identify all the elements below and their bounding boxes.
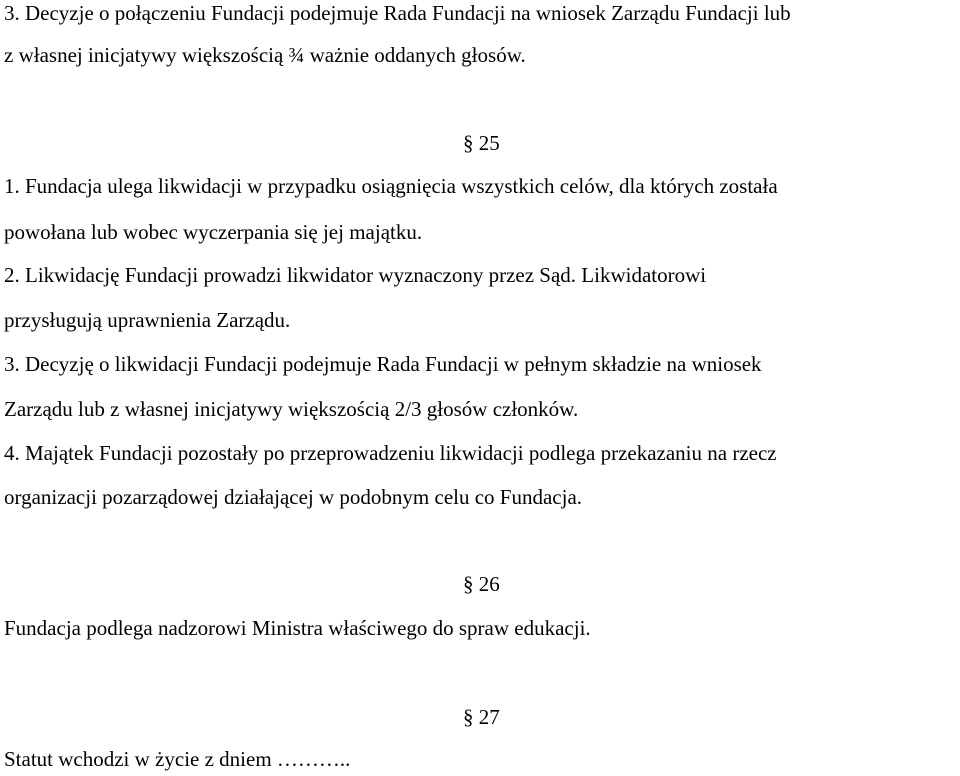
- section-27-heading: § 27: [463, 705, 500, 729]
- s25-p2-line1: 2. Likwidację Fundacji prowadzi likwidator wyznaczony przez Sąd. Likwidatorowi: [4, 263, 707, 287]
- s25-p1-line2: powołana lub wobec wyczerpania się jej majątku.: [4, 220, 423, 244]
- section-26-heading: § 26: [463, 572, 500, 596]
- s25-p2-line2: przysługują uprawnienia Zarządu.: [4, 308, 291, 332]
- section-25-heading: § 25: [463, 131, 500, 155]
- s26-text: Fundacja podlega nadzorowi Ministra właściwego do spraw edukacji.: [4, 616, 591, 640]
- s24-p3-line1: 3. Decyzje o połączeniu Fundacji podejmuje Rada Fundacji na wniosek Zarządu Fundacji lub: [4, 1, 791, 25]
- s27-text: Statut wchodzi w życie z dniem ………..: [4, 747, 351, 771]
- s25-p3-line1: 3. Decyzję o likwidacji Fundacji podejmuje Rada Fundacji w pełnym składzie na wniosek: [4, 352, 762, 376]
- s25-p4-line2: organizacji pozarządowej działającej w podobnym celu co Fundacja.: [4, 485, 583, 509]
- s25-p4-line1: 4. Majątek Fundacji pozostały po przeprowadzeniu likwidacji podlega przekazaniu na rzecz: [4, 441, 777, 465]
- s24-p3-line2: z własnej inicjatywy większością ¾ ważnie oddanych głosów.: [4, 43, 526, 67]
- s25-p3-line2: Zarządu lub z własnej inicjatywy większością 2/3 głosów członków.: [4, 397, 579, 421]
- s25-p1-line1: 1. Fundacja ulega likwidacji w przypadku osiągnięcia wszystkich celów, dla których została: [4, 174, 778, 198]
